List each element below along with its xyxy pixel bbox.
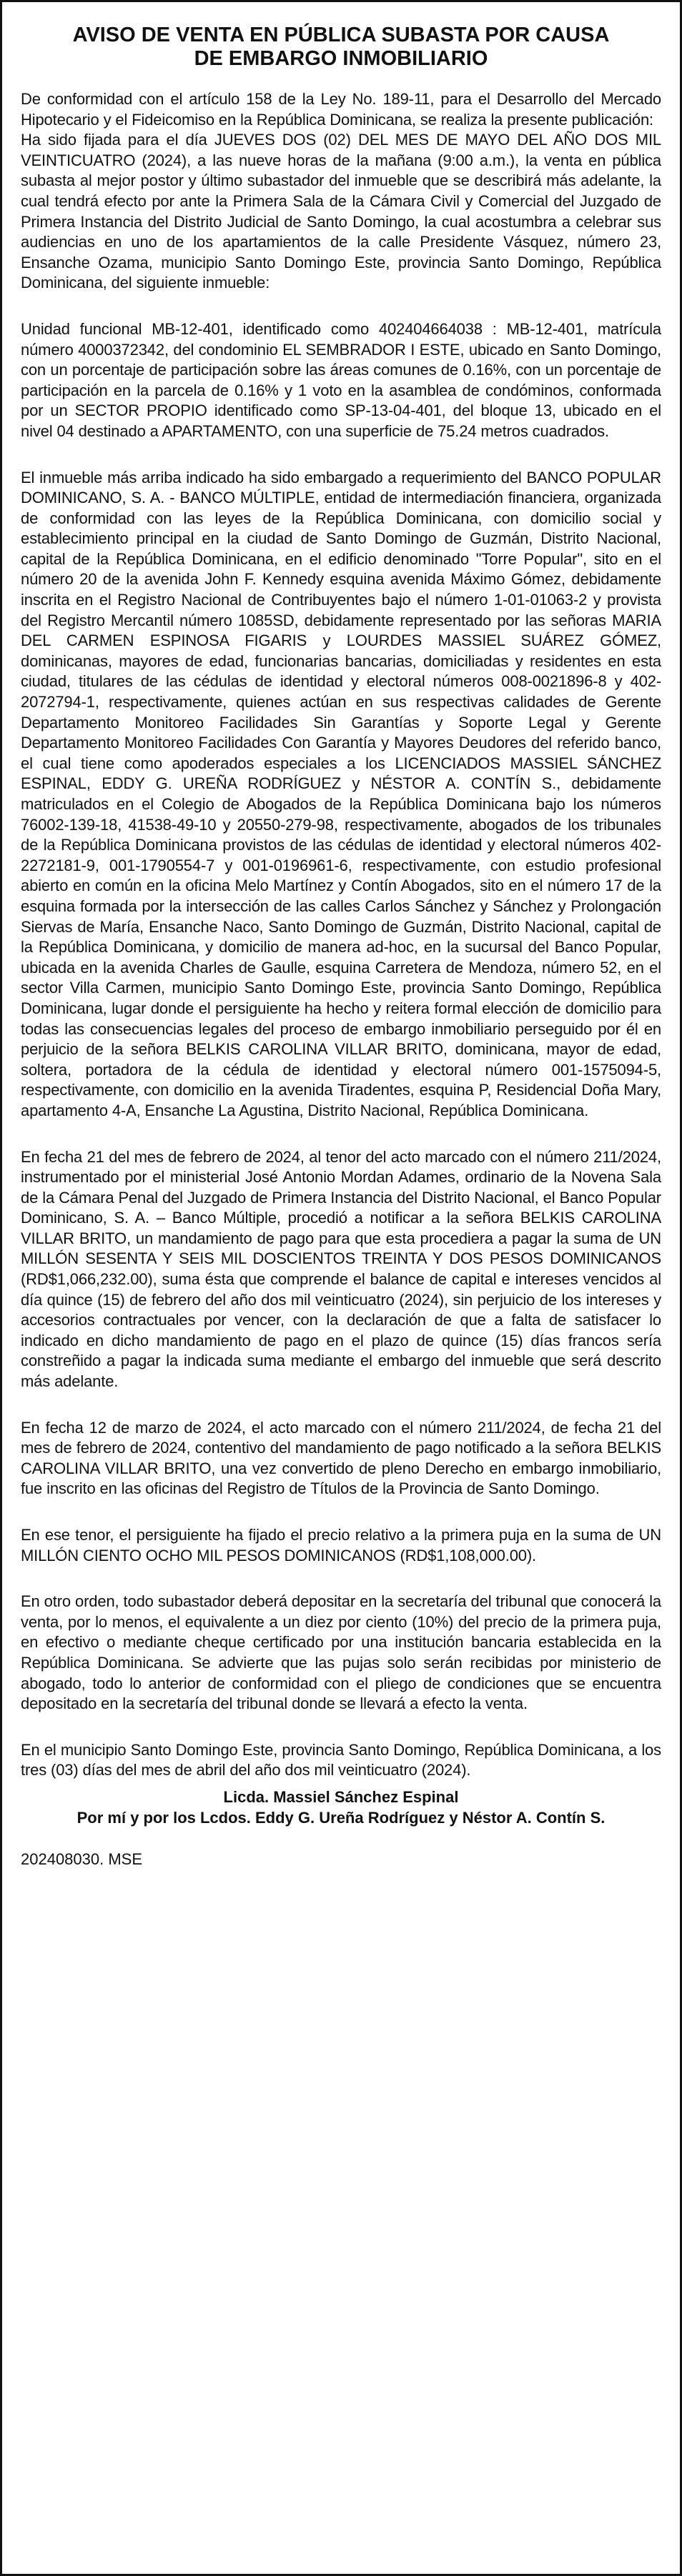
paragraph-registration: En fecha 12 de marzo de 2024, el acto marcado con el número 211/2024, de fecha 21 del mes de febrero de 2024, contentivo del mandamiento de pago notificado a la señora BELKIS CAROLINA VILLAR BRITO, una vez convertido de pleno Derecho en embargo inmobiliario, fue inscrito en las oficinas del Registro de Títulos de la Provincia de Santo Domingo.: [21, 1418, 661, 1498]
paragraph-publication: [21, 89, 661, 294]
paragraph-deposit-requirement: En otro orden, todo subastador deberá depositar en la secretaría del tribunal que conocerá la venta, por lo menos, el equivalente a un diez por ciento (10%) del precio de la primera puja, en efectivo o mediante cheque certificado por una institución bancaria establecida en la República Dominicana. Se advierte que las pujas solo serán recibidas por ministerio de abogado, todo lo anterior de conformidad con el pliego de condiciones que se encuentra depositado en la secretaría del tribunal donde se llevará a efecto la venta.: [21, 1592, 661, 1713]
signature-on-behalf: Por mí y por los Lcdos. Eddy G. Ureña Rodríguez y Néstor A. Contín S.: [76, 1808, 606, 1827]
signature-name: Licda. Massiel Sánchez Espinal: [223, 1787, 459, 1806]
title-line-1: AVISO DE VENTA EN PÚBLICA SUBASTA POR CAUSA: [72, 24, 610, 46]
paragraph-seizing-party: El inmueble más arriba indicado ha sido embargado a requerimiento del BANCO POPULAR DOMINICANO, S. A. - BANCO MÚLTIPLE, entidad de intermediación financiera, organizada de conformidad con las leyes de la República Dominicana, con domicilio social y establecimiento principal en la ciudad de Santo Domingo de Guzmán, Distrito Nacional, capital de la República Dominicana, en el edificio denominado "Torre Popular", sito en el número 20 de la avenida John F. Kennedy esquina avenida Máximo Gómez, debidamente inscrita en el Registro Nacional de Contribuyentes bajo el número 1-01-01063-2 y provista del Registro Mercantil número 1085SD, debidamente representado por las señoras MARIA DEL CARMEN ESPINOSA FIGARIS y LOURDES MASSIEL SUÁREZ GÓMEZ, dominicanas, mayores de edad, funcionarias bancarias, domiciliadas y residentes en esta ciudad, titulares de las cédulas de identidad y electoral números 008-0021896-8 y 402-2072794-1, respectivamente, quienes actúan en sus respectivas calidades de Gerente Departamento Monitoreo Facilidades Sin Garantías y Soporte Legal y Gerente Departamento Monitoreo Facilidades Con Garantía y Mayores Deudores del referido banco, el cual tiene como apoderados especiales a los LICENCIADOS MASSIEL SÁNCHEZ ESPINAL, EDDY G. UREÑA RODRÍGUEZ y NÉSTOR A. CONTÍN S., debidamente matriculados en el Colegio de Abogados de la República Dominicana bajo los números 76002-139-18, 41538-49-10 y 20550-279-98, respectivamente, abogados de los tribunales de la República Dominicana provistos de las cédulas de identidad y electoral números 402-2272181-9, 001-1790554-7 y 001-0196961-6, respectivamente, con estudio profesional abierto en común en la oficina Melo Martínez y Contín Abogados, sito en el número 17 de la esquina formada por la intersección de las calles Carlos Sánchez y Sánchez y Prolongación Siervas de María, Ensanche Naco, Santo Domingo de Guzmán, Distrito Nacional, capital de la República Dominicana, y domicilio de manera ad-hoc, en la sucursal del Banco Popular, ubicada en la avenida Charles de Gaulle, esquina Carretera de Mendoza, número 52, en el sector Villa Carmen, municipio Santo Domingo Este, provincia Santo Domingo, República Dominicana, lugar donde el persiguiente ha hecho y reitera formal elección de domicilio para todas las consecuencias legales del proceso de embargo inmobiliario perseguido por él en perjuicio de la señora BELKIS CAROLINA VILLAR BRITO, dominicana, mayor de edad, soltera, portadora de la cédula de identidad y electoral número 001-1575094-5, respectivamente, con domicilio en la avenida Tiradentes, esquina P, Residencial Doña Mary, apartamento 4-A, Ensanche La Agustina, Distrito Nacional, República Dominicana.: [21, 468, 661, 1119]
paragraph-starting-bid: En ese tenor, el persiguiente ha fijado el precio relativo a la primera puja en la suma de UN MILLÓN CIENTO OCHO MIL PESOS DOMINICANOS (RD$1,108,000.00).: [21, 1526, 661, 1564]
title-line-2: DE EMBARGO INMOBILIARIO: [194, 47, 488, 70]
paragraph-payment-demand: En fecha 21 del mes de febrero de 2024, al tenor del acto marcado con el número 211/2024, instrumentado por el ministerial José Antonio Mordan Adames, ordinario de la Novena Sala de la Cámara Penal del Juzgado de Primera Instancia del Distrito Nacional, el Banco Popular Dominicano, S. A. – Banco Múltiple, procedió a notificar a la señora BELKIS CAROLINA VILLAR BRITO, un mandamiento de pago para que esta procediera a pagar la suma de UN MILLÓN SESENTA Y SEIS MIL DOSCIENTOS TREINTA Y DOS PESOS DOMINICANOS (RD$1,066,232.00), suma ésta que comprende el balance de capital e intereses vencidos al día quince (15) de febrero del año dos mil veinticuatro (2024), sin perjuicio de los intereses y accesorios contractuales por vencer, con la declaración de que a falta de satisfacer lo indicado en dicho mandamiento de pago en el plazo de quince (15) días francos sería constreñido a pagar la indicada suma mediante el embargo del inmueble que será descrito más adelante.: [21, 1147, 661, 1391]
paragraph-place-date: En el municipio Santo Domingo Este, provincia Santo Domingo, República Dominicana, a los tres (03) días del mes de abril del año dos mil veinticuatro (2024).: [21, 1740, 661, 1779]
paragraph-auction-date: Ha sido fijada para el día JUEVES DOS (02) DEL MES DE MAYO DEL AÑO DOS MIL VEINTICUATRO (2024), a las nueve horas de la mañana (9:00 a.m.), la venta en pública subasta al mejor postor y último subastador del inmueble que se describirá más adelante, la cual tendrá efecto por ante la Primera Sala de la Cámara Civil y Comercial del Juzgado de Primera Instancia del Distrito Judicial de Santo Domingo, la cual acostumbra a celebrar sus audiencias en uno de los apartamientos de la calle Presidente Vásquez, número 23, Ensanche Ozama, municipio Santo Domingo Este, provincia Santo Domingo, República Dominicana, del siguiente inmueble:: [21, 131, 661, 292]
paragraph-legal-basis: De conformidad con el artículo 158 de la Ley No. 189-11, para el Desarrollo del Mercado Hipotecario y el Fideicomiso en la República Dominicana, se realiza la presente publicación:: [21, 90, 661, 129]
reference-code: 202408030. MSE: [21, 1849, 143, 1868]
signature-block: [21, 1787, 661, 1828]
notice-title: [21, 24, 661, 71]
paragraph-property-description: Unidad funcional MB-12-401, identificado como 402404664038 : MB-12-401, matrícula número 4000372342, del condominio EL SEMBRADOR I ESTE, ubicado en Santo Domingo, con un porcentaje de participación sobre las áreas comunes de 0.16%, con un porcentaje de participación en la parcela de 0.16% y 1 voto en la asamblea de condóminos, conformada por un SECTOR PROPIO identificado como SP-13-04-401, del bloque 13, ubicado en el nivel 04 destinado a APARTAMENTO, con una superficie de 75.24 metros cuadrados.: [21, 319, 661, 440]
